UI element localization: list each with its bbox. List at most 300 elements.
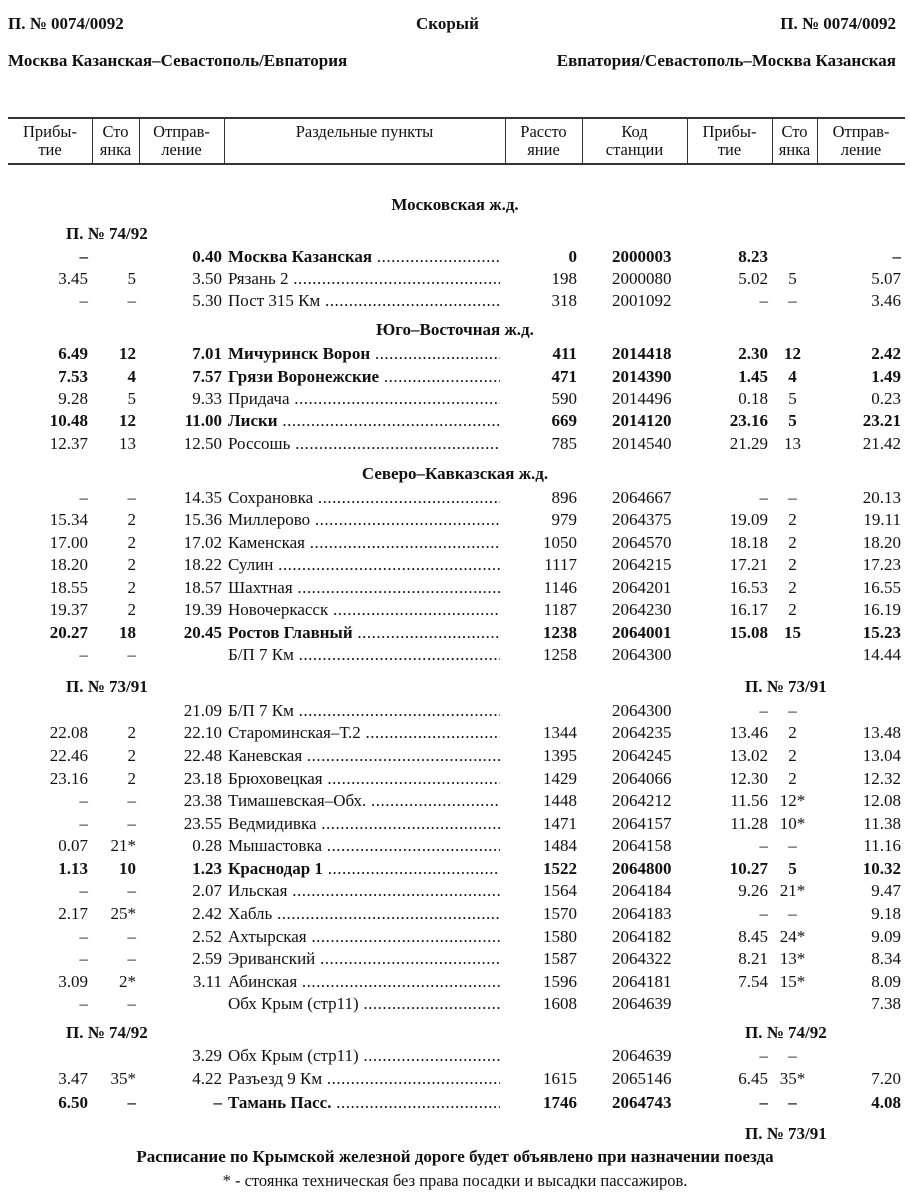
arrival-forward: 0.07	[58, 836, 88, 855]
station-code: 2064667	[612, 488, 672, 507]
stop-return: –	[788, 836, 797, 855]
station-code: 2064300	[612, 701, 672, 720]
table-row	[0, 577, 910, 600]
station-name: Каневская .....	[228, 745, 500, 768]
departure-return: 4.08	[871, 1093, 901, 1112]
arrival-return: 1.45	[738, 367, 768, 386]
arrival-forward: –	[79, 949, 88, 968]
table-row	[0, 433, 910, 456]
arrival-forward: 17.00	[49, 533, 88, 552]
arrival-forward: 9.28	[58, 389, 88, 408]
table-row	[0, 971, 910, 994]
stop-return: –	[788, 904, 797, 923]
arrival-forward: 2.17	[58, 904, 88, 923]
departure-return: 5.07	[871, 269, 901, 288]
station-code: 2064375	[612, 510, 672, 529]
station-code: 2064181	[612, 972, 672, 991]
stop-return: 5	[788, 411, 797, 430]
arrival-return: 8.23	[738, 247, 768, 266]
station-name: Каменская .....	[228, 532, 500, 555]
arrival-forward: –	[79, 881, 88, 900]
arrival-return: 13.02	[729, 746, 768, 765]
departure-return: 2.42	[871, 344, 901, 363]
departure-return: 15.23	[862, 623, 901, 642]
stop-forward: 12	[119, 344, 136, 363]
station-name: Тимашевская–Обх. .....	[228, 790, 500, 813]
table-row	[0, 948, 910, 971]
stop-forward: 2	[127, 578, 136, 597]
departure-return: 9.47	[871, 881, 901, 900]
station-code: 2014496	[612, 389, 672, 408]
train-label: П. № 73/91	[745, 677, 827, 696]
distance: 1117	[544, 555, 577, 574]
stop-forward: 21*	[110, 836, 136, 855]
table-row	[0, 858, 910, 881]
departure-return: 10.32	[862, 859, 901, 878]
station-code: 2064639	[612, 994, 672, 1013]
departure-return: 20.13	[862, 488, 901, 507]
stop-return: 2	[788, 769, 797, 788]
distance: 669	[551, 411, 577, 430]
arrival-return: –	[759, 1093, 768, 1112]
station-name: Абинская .....	[228, 971, 500, 994]
distance: 1615	[543, 1069, 577, 1088]
departure-forward: 21.09	[183, 701, 222, 720]
arrival-forward: 1.13	[58, 859, 88, 878]
arrival-forward: 20.27	[49, 623, 88, 642]
table-row	[0, 1068, 910, 1091]
station-code: 2064001	[612, 623, 672, 642]
station-name: Тамань Пасс. .....	[228, 1092, 500, 1115]
station-code: 2064245	[612, 746, 672, 765]
station-code: 2014540	[612, 434, 672, 453]
station-name: Россошь .....	[228, 433, 500, 456]
station-code: 2064230	[612, 600, 672, 619]
station-name: Сулин .....	[228, 554, 500, 577]
stop-return: 21*	[779, 881, 806, 900]
arrival-return: 19.09	[729, 510, 768, 529]
arrival-return: –	[759, 1046, 768, 1065]
stop-forward: 5	[127, 269, 136, 288]
arrival-forward: 6.50	[58, 1093, 88, 1112]
departure-forward: –	[213, 1093, 222, 1112]
crimea-schedule-note: Расписание по Крымской железной дороге будет объявлено при назначении поезда	[136, 1147, 774, 1166]
arrival-return: 16.17	[729, 600, 768, 619]
station-name: Москва Казанская .....	[228, 246, 500, 269]
station-name: Ильская .....	[228, 880, 500, 903]
station-name: Обх Крым (стр11) .....	[228, 993, 500, 1016]
stop-return: 5	[788, 859, 797, 878]
arrival-forward: –	[79, 247, 88, 266]
distance: 318	[551, 291, 577, 310]
stop-forward: 2	[127, 723, 136, 742]
train-type: Скорый	[416, 14, 479, 33]
departure-forward: 18.57	[183, 578, 222, 597]
distance: 471	[551, 367, 577, 386]
table-row	[0, 926, 910, 949]
departure-return: 9.18	[871, 904, 901, 923]
station-code: 2064235	[612, 723, 672, 742]
table-row	[0, 246, 910, 269]
arrival-return: 0.18	[738, 389, 768, 408]
table-row	[0, 554, 910, 577]
station-code: 2064157	[612, 814, 672, 833]
departure-return: 3.46	[871, 291, 901, 310]
departure-forward: 9.33	[192, 389, 222, 408]
departure-return: 14.44	[862, 645, 901, 664]
departure-forward: 11.00	[184, 411, 222, 430]
stop-forward: 2	[127, 533, 136, 552]
departure-return: 7.38	[871, 994, 901, 1013]
table-row	[0, 268, 910, 291]
col-departure-return: Отправ- ление	[832, 122, 890, 159]
col-stop-return: Сто янка	[778, 122, 811, 159]
station-code: 2014390	[612, 367, 672, 386]
table-row	[0, 487, 910, 510]
departure-return: 0.23	[871, 389, 901, 408]
table-row	[0, 700, 910, 723]
departure-return: 13.04	[862, 746, 901, 765]
station-name: Обх Крым (стр11) .....	[228, 1045, 500, 1068]
col-stop-forward: Сто янка	[99, 122, 132, 159]
stop-return: 2	[788, 723, 797, 742]
train-label: П. № 74/92	[66, 1023, 148, 1042]
departure-return: 9.09	[871, 927, 901, 946]
stop-forward: 35*	[110, 1069, 136, 1088]
stop-return: 5	[788, 269, 797, 288]
arrival-return: 9.26	[738, 881, 768, 900]
station-name: Брюховецкая .....	[228, 768, 500, 791]
stop-return: 10*	[779, 814, 806, 833]
departure-forward: 15.36	[183, 510, 222, 529]
arrival-return: 17.21	[729, 555, 768, 574]
station-code: 2064300	[612, 645, 672, 664]
col-departure-forward: Отправ- ление	[153, 122, 210, 159]
station-code: 2014120	[612, 411, 672, 430]
departure-return: 7.20	[871, 1069, 901, 1088]
station-name: Шахтная .....	[228, 577, 500, 600]
stop-return: 4	[788, 367, 797, 386]
departure-return: 11.16	[863, 836, 901, 855]
section-moscow-railway: Московская ж.д.	[391, 195, 519, 214]
arrival-forward: 22.46	[49, 746, 88, 765]
station-name: Рязань 2 .....	[228, 268, 500, 291]
arrival-forward: –	[79, 927, 88, 946]
stop-return: –	[788, 701, 797, 720]
station-code: 2014418	[612, 344, 672, 363]
departure-forward: 7.57	[192, 367, 222, 386]
stop-return: 15	[784, 623, 801, 642]
route-return: Евпатория/Севастополь–Москва Казанская	[556, 51, 896, 70]
stop-return: 12	[784, 344, 801, 363]
departure-forward: 19.39	[183, 600, 222, 619]
station-name: Грязи Воронежские .....	[228, 366, 500, 389]
stop-return: 12*	[779, 791, 806, 810]
table-row	[0, 745, 910, 768]
arrival-forward: –	[79, 791, 88, 810]
distance: 1187	[543, 600, 577, 619]
station-name: Краснодар 1 .....	[228, 858, 500, 881]
departure-forward: 0.28	[192, 836, 222, 855]
arrival-return: 16.53	[729, 578, 768, 597]
station-code: 2064183	[612, 904, 672, 923]
stop-return: 2	[788, 746, 797, 765]
departure-return: –	[892, 247, 901, 266]
distance: 1344	[543, 723, 577, 742]
col-distance: Рассто яние	[520, 122, 567, 159]
distance: 1564	[543, 881, 577, 900]
table-row	[0, 835, 910, 858]
station-name: Мичуринск Ворон .....	[228, 343, 500, 366]
distance: 1050	[543, 533, 577, 552]
section-north-caucasus-railway: Северо–Кавказская ж.д.	[361, 464, 549, 483]
stop-forward: 2*	[119, 972, 136, 991]
departure-return: 18.20	[862, 533, 901, 552]
departure-return: 19.11	[863, 510, 901, 529]
station-name: Разъезд 9 Км .....	[228, 1068, 500, 1091]
distance: 590	[551, 389, 577, 408]
table-row	[0, 722, 910, 745]
distance: 1570	[543, 904, 577, 923]
station-code: 2064158	[612, 836, 672, 855]
station-name: Ахтырская .....	[228, 926, 500, 949]
departure-forward: 12.50	[183, 434, 222, 453]
station-name: Хабль .....	[228, 903, 500, 926]
departure-forward: 14.35	[183, 488, 222, 507]
arrival-return: 5.02	[738, 269, 768, 288]
departure-forward: 0.40	[192, 247, 222, 266]
distance: 1238	[543, 623, 577, 642]
stop-forward: –	[127, 488, 136, 507]
arrival-forward: –	[79, 291, 88, 310]
arrival-return: 7.54	[738, 972, 768, 991]
arrival-return: 23.16	[729, 411, 768, 430]
distance: 1580	[543, 927, 577, 946]
distance: 1746	[543, 1093, 577, 1112]
departure-forward: 2.07	[192, 881, 222, 900]
distance: 198	[551, 269, 577, 288]
station-code: 2064743	[612, 1093, 672, 1112]
distance: 411	[552, 344, 577, 363]
station-code: 2064212	[612, 791, 672, 810]
train-label: П. № 73/91	[66, 677, 148, 696]
departure-forward: 23.38	[183, 791, 222, 810]
stop-forward: 13	[119, 434, 136, 453]
stop-forward: –	[127, 927, 136, 946]
arrival-return: 11.28	[730, 814, 768, 833]
station-code: 2064201	[612, 578, 672, 597]
arrival-return: 2.30	[738, 344, 768, 363]
arrival-forward: 22.08	[49, 723, 88, 742]
arrival-forward: 18.55	[49, 578, 88, 597]
technical-stop-legend: * - стоянка техническая без права посадки и высадки пассажиров.	[222, 1171, 688, 1190]
arrival-forward: –	[79, 814, 88, 833]
departure-return: 12.08	[862, 791, 901, 810]
departure-return: 12.32	[862, 769, 901, 788]
arrival-forward: 7.53	[58, 367, 88, 386]
stop-forward: 18	[119, 623, 136, 642]
distance: 979	[551, 510, 577, 529]
station-code: 2064639	[612, 1046, 672, 1065]
table-row	[0, 790, 910, 813]
table-row	[0, 1045, 910, 1068]
distance: 896	[551, 488, 577, 507]
departure-return: 1.49	[871, 367, 901, 386]
station-name: Ростов Главный .....	[228, 622, 500, 645]
stop-return: 13*	[779, 949, 806, 968]
station-name: Эриванский .....	[228, 948, 500, 971]
departure-forward: 3.11	[192, 972, 222, 991]
arrival-return: 12.30	[729, 769, 768, 788]
distance: 1448	[543, 791, 577, 810]
arrival-forward: 18.20	[49, 555, 88, 574]
table-row	[0, 366, 910, 389]
arrival-return: 13.46	[729, 723, 768, 742]
departure-return: 11.38	[863, 814, 901, 833]
departure-forward: 3.50	[192, 269, 222, 288]
station-name: Придача .....	[228, 388, 500, 411]
stop-return: 2	[788, 578, 797, 597]
departure-return: 16.55	[862, 578, 901, 597]
departure-return: 8.34	[871, 949, 901, 968]
stop-return: 15*	[779, 972, 806, 991]
distance: 1395	[543, 746, 577, 765]
arrival-forward: 12.37	[49, 434, 88, 453]
stop-forward: –	[127, 645, 136, 664]
stop-forward: –	[127, 881, 136, 900]
table-row	[0, 993, 910, 1016]
station-name: Мышастовка .....	[228, 835, 500, 858]
station-code: 2000003	[612, 247, 672, 266]
arrival-forward: 15.34	[49, 510, 88, 529]
table-row	[0, 768, 910, 791]
stop-forward: –	[127, 994, 136, 1013]
stop-forward: 12	[119, 411, 136, 430]
station-name: Б/П 7 Км .....	[228, 644, 500, 667]
table-row	[0, 410, 910, 433]
departure-forward: 7.01	[192, 344, 222, 363]
departure-forward: 17.02	[183, 533, 222, 552]
departure-forward: 1.23	[192, 859, 222, 878]
distance: 1608	[543, 994, 577, 1013]
stop-return: –	[788, 488, 797, 507]
train-label: П. № 74/92	[745, 1023, 827, 1042]
table-row	[0, 644, 910, 667]
arrival-forward: –	[79, 645, 88, 664]
arrival-return: 18.18	[729, 533, 768, 552]
station-name: Новочеркасск .....	[228, 599, 500, 622]
distance: 1429	[543, 769, 577, 788]
departure-return: 8.09	[871, 972, 901, 991]
table-row	[0, 290, 910, 313]
arrival-return: 8.45	[738, 927, 768, 946]
table-row	[0, 880, 910, 903]
station-name: Сохрановка .....	[228, 487, 500, 510]
table-row	[0, 509, 910, 532]
departure-forward: 18.22	[183, 555, 222, 574]
station-name: Лиски .....	[228, 410, 500, 433]
stop-forward: –	[127, 949, 136, 968]
arrival-forward: 3.47	[58, 1069, 88, 1088]
station-code: 2001092	[612, 291, 672, 310]
distance: 1596	[543, 972, 577, 991]
distance: 1146	[543, 578, 577, 597]
col-stations: Раздельные пункты	[295, 122, 434, 141]
arrival-return: 21.29	[729, 434, 768, 453]
departure-forward: 23.18	[183, 769, 222, 788]
stop-forward: 2	[127, 769, 136, 788]
departure-forward: 22.10	[183, 723, 222, 742]
distance: 1484	[543, 836, 577, 855]
arrival-return: 6.45	[738, 1069, 768, 1088]
arrival-return: 11.56	[730, 791, 768, 810]
distance: 1587	[543, 949, 577, 968]
station-name: Б/П 7 Км .....	[228, 700, 500, 723]
route-forward: Москва Казанская–Севастополь/Евпатория	[8, 51, 348, 70]
stop-forward: 2	[127, 600, 136, 619]
table-header	[8, 117, 905, 165]
table-row	[0, 388, 910, 411]
departure-forward: 3.29	[192, 1046, 222, 1065]
arrival-forward: –	[79, 994, 88, 1013]
col-station-code: Код станции	[605, 122, 664, 159]
arrival-forward: 19.37	[49, 600, 88, 619]
station-name: Ведмидивка .....	[228, 813, 500, 836]
departure-forward: 2.59	[192, 949, 222, 968]
table-row	[0, 599, 910, 622]
distance: 1258	[543, 645, 577, 664]
stop-return: 5	[788, 389, 797, 408]
arrival-forward: –	[79, 488, 88, 507]
stop-forward: 5	[127, 389, 136, 408]
stop-forward: –	[127, 814, 136, 833]
table-row	[0, 343, 910, 366]
distance: 1522	[543, 859, 577, 878]
station-name: Староминская–Т.2 .....	[228, 722, 500, 745]
departure-return: 21.42	[862, 434, 901, 453]
stop-forward: 25*	[110, 904, 136, 923]
station-name: Миллерово .....	[228, 509, 500, 532]
arrival-forward: 3.09	[58, 972, 88, 991]
departure-return: 23.21	[862, 411, 901, 430]
departure-forward: 4.22	[192, 1069, 222, 1088]
stop-forward: 2	[127, 510, 136, 529]
arrival-forward: 10.48	[49, 411, 88, 430]
stop-forward: –	[127, 1093, 136, 1112]
station-code: 2064322	[612, 949, 672, 968]
departure-forward: 22.48	[183, 746, 222, 765]
stop-return: 24*	[779, 927, 806, 946]
stop-return: 13	[784, 434, 801, 453]
stop-return: –	[788, 1046, 797, 1065]
table-row	[0, 622, 910, 645]
col-arrival-forward: Прибы- тие	[23, 122, 77, 159]
stop-forward: 10	[119, 859, 136, 878]
stop-return: 2	[788, 555, 797, 574]
distance: 0	[568, 247, 577, 266]
arrival-return: –	[759, 904, 768, 923]
stop-return: –	[788, 1093, 797, 1112]
station-code: 2064184	[612, 881, 672, 900]
train-label: П. № 73/91	[745, 1124, 827, 1143]
train-number-right: П. № 0074/0092	[780, 14, 896, 33]
station-code: 2064066	[612, 769, 672, 788]
departure-forward: 23.55	[183, 814, 222, 833]
arrival-forward: 23.16	[49, 769, 88, 788]
stop-return: 2	[788, 510, 797, 529]
stop-forward: –	[127, 291, 136, 310]
col-arrival-return: Прибы- тие	[702, 122, 757, 159]
